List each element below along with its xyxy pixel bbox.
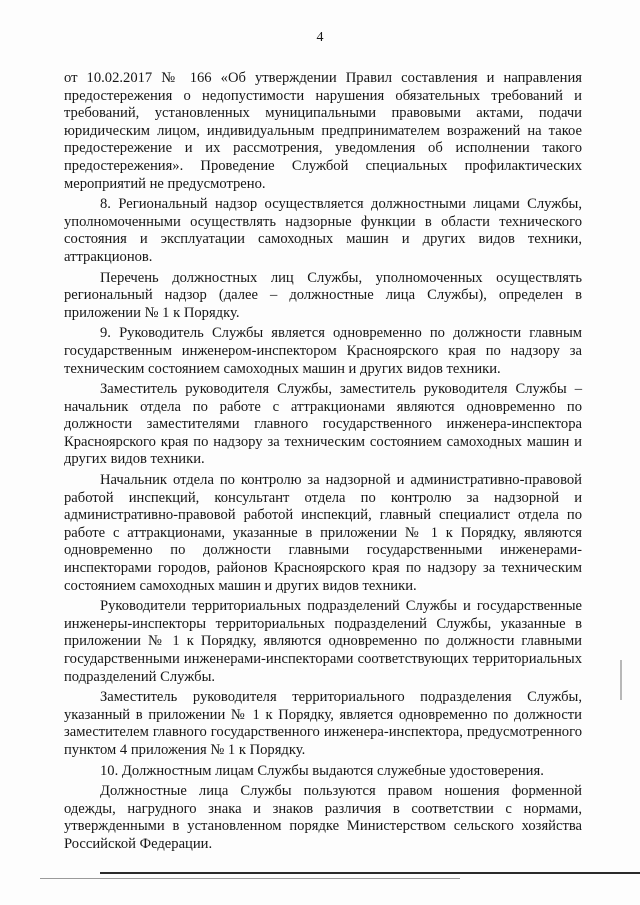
paragraph-10: 10. Должностным лицам Службы выдаются служебные удостоверения. (100, 762, 544, 779)
paragraph-9-deputy: Заместитель руководителя Службы, заместитель руководителя Службы – начальник отдела по работе с аттракционами являются одновременно по должности заместителями главного государственного инженера-инспектора Красноярского края по надзору за техническим состоянием самоходных машин и других видов техники. (64, 381, 582, 468)
paragraph-9-territorial-deputy: Заместитель руководителя территориального подразделения Службы, указанный в приложении № 1 к Порядку, является одновременно по должности заместителем главного государственного инженера-инспектора, предусмотренного пунктом 4 приложения № 1 к Порядку. (64, 689, 582, 758)
document-body (64, 70, 582, 857)
paragraph-8-list: Перечень должностных лиц Службы, уполномоченных осуществлять региональный надзор (далее – должностные лица Службы), определен в приложении № 1 к Порядку. (64, 269, 582, 321)
scan-edge-mark (620, 660, 622, 700)
paragraph-8: 8. Региональный надзор осуществляется должностными лицами Службы, уполномоченными осуществлять надзорные функции в области технического состояния и эксплуатации самоходных машин и других видов техники, аттракционов. (64, 196, 582, 265)
page-number: 4 (316, 30, 324, 45)
scan-bottom-line (100, 872, 640, 874)
paragraph-10-uniform: Должностные лица Службы пользуются правом ношения форменной одежды, нагрудного знака и знаков различия в соответствии с нормами, утвержденными в установленном порядке Министерством сельского хозяйства Российской Федерации. (64, 783, 582, 852)
scan-bottom-line-faint (40, 878, 460, 879)
paragraph-9-department-heads: Начальник отдела по контролю за надзорной и административно-правовой работой инспекций, консультант отдела по контролю за надзорной и административно-правовой работой инспекций, главный специалист отдела по работе с аттракционами, указанные в приложении № 1 к Порядку, являются одновременно по должности главными государственными инженерами-инспекторами городов, районов Красноярского края по надзору за техническим состоянием самоходных машин и других видов техники. (64, 472, 582, 594)
paragraph-9: 9. Руководитель Службы является одновременно по должности главным государственным инженером-инспектором Красноярского края по надзору за техническим состоянием самоходных машин и других видов техники. (64, 325, 582, 377)
paragraph-9-territorial-heads: Руководители территориальных подразделений Службы и государственные инженеры-инспекторы территориальных подразделений Службы, указанные в приложении № 1 к Порядку, являются одновременно по должности главными государственными инженерами-инспекторами соответствующих территориальных подразделений Службы. (64, 598, 582, 685)
paragraph-continuation: от 10.02.2017 № 166 «Об утверждении Правил составления и направления предостережения о недопустимости нарушения обязательных требований и требований, установленных муниципальными правовыми актами, подачи юридическим лицом, индивидуальным предпринимателем возражений на такое предостережение и их рассмотрения, уведомления об исполнении такого предостережения». Проведение Службой специальных профилактических мероприятий не предусмотрено. (64, 70, 582, 192)
